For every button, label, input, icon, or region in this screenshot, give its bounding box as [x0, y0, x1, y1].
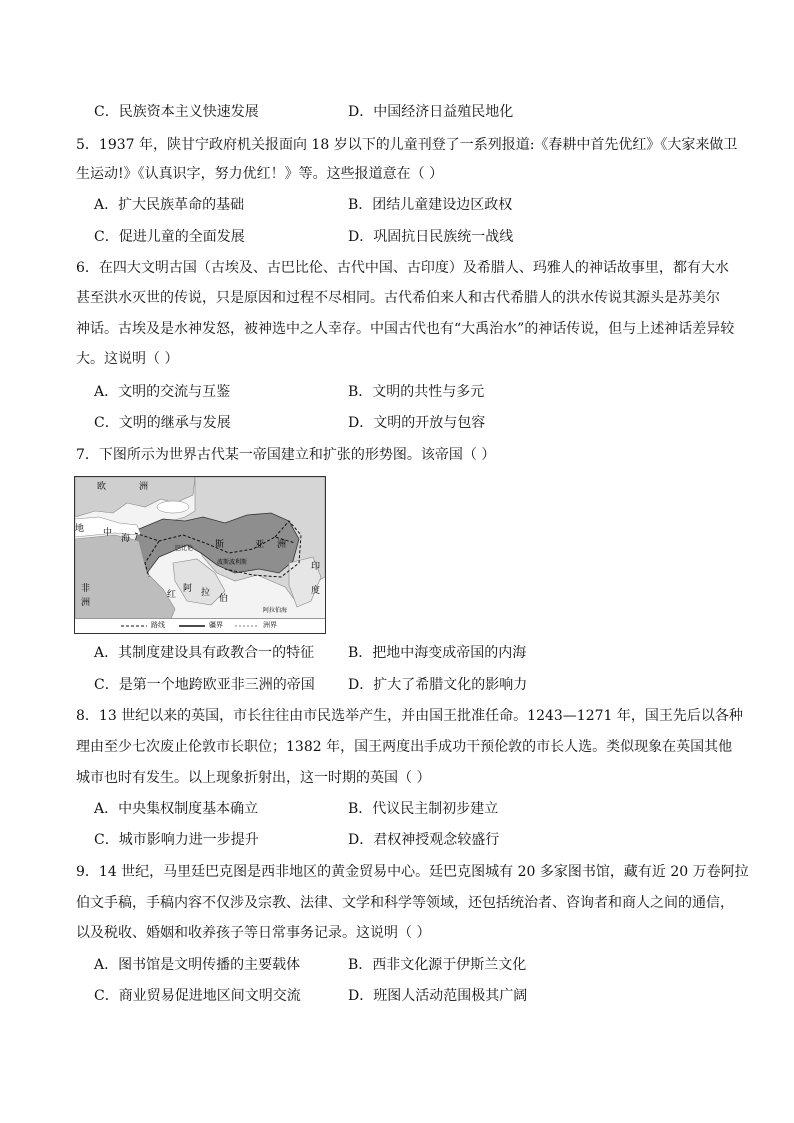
map-label-persepolis: 波斯波利斯: [217, 559, 248, 566]
map-label-arabia: 阿: [183, 584, 193, 594]
q7-option-c[interactable]: C．是第一个地跨欧亚非三洲的帝国: [94, 677, 315, 693]
legend-route: 路线: [151, 621, 165, 629]
map-drawing: [75, 477, 325, 633]
map-label-africa-2: 洲: [81, 598, 91, 608]
q9-stem-line-1: 9．14 世纪，马里廷巴克图是西非地区的黄金贸易中心。廷巴克图城有 20 多家图书馆，藏有近 20 万卷阿拉: [76, 864, 749, 880]
q5-stem-line-1: 5．1937 年，陕甘宁政府机关报面向 18 岁以下的儿童刊登了一系列报道:《春耕中首先优红》《大家来做卫: [76, 137, 738, 153]
q6-stem-line-3: 神话。古埃及是水神发怒，被神选中之人幸存。中国古代也有“大禹治水”的神话传说，但与上述神话差异较: [76, 321, 735, 337]
map-label-india-2: 度: [311, 586, 321, 596]
map-label-red: 红: [167, 590, 177, 600]
q8-option-d[interactable]: D．君权神授观念较盛行: [348, 832, 500, 848]
q7-stem-line-1: 7．下图所示为世界古代某一帝国建立和扩张的形势图。该帝国（ ）: [76, 447, 496, 463]
map-label-arabia-3: 伯: [219, 594, 229, 604]
q4-option-d[interactable]: D．中国经济日益殖民地化: [348, 104, 514, 120]
q5-option-a[interactable]: A．扩大民族革命的基础: [94, 197, 245, 213]
map-label-sea-1: 地: [75, 524, 85, 534]
map-label-arabian-sea: 阿拉伯海: [263, 607, 288, 614]
q8-option-b[interactable]: B．代议民主制初步建立: [348, 801, 499, 817]
q6-option-a[interactable]: A．文明的交流与互鉴: [94, 384, 231, 400]
map-label-sea-3: 海: [121, 534, 131, 544]
map-label-persia: 斯: [215, 540, 225, 550]
map-label-asia-2: 洲: [277, 540, 287, 550]
map-label-europe-2: 洲: [139, 482, 149, 492]
map-label-babylon: 巴比伦: [175, 545, 194, 552]
empire-map: [74, 476, 326, 634]
q9-stem-line-2: 伯文手稿，手稿内容不仅涉及宗教、法律、文学和科学等领域，还包括统治者、咨询者和商人之间的通信，: [76, 895, 734, 911]
map-label-asia: 亚: [255, 540, 265, 550]
map-legend: [75, 618, 325, 633]
q6-option-c[interactable]: C．文明的继承与发展: [94, 415, 231, 431]
map-label-africa: 非: [81, 584, 91, 594]
q5-option-b[interactable]: B．团结儿童建设边区政权: [348, 197, 513, 213]
q5-stem-line-2: 生运动!》《认真识字，努力优红！》等。这些报道意在（ ）: [76, 166, 444, 182]
q8-option-c[interactable]: C．城市影响力进一步提升: [94, 832, 259, 848]
map-label-india: 印: [311, 562, 321, 572]
q4-option-c[interactable]: C．民族资本主义快速发展: [94, 104, 259, 120]
q7-option-b[interactable]: B．把地中海变成帝国的内海: [348, 645, 527, 661]
q5-option-d[interactable]: D．巩固抗日民族统一战线: [348, 229, 514, 245]
q7-option-a[interactable]: A．其制度建设具有政教合一的特征: [94, 645, 315, 661]
q5-option-c[interactable]: C．促进儿童的全面发展: [94, 229, 245, 245]
q8-stem-line-2: 理由至少七次废止伦敦市长职位；1382 年，国王两度出手成功干预伦敦的市长人选。类似现象在英国其他: [76, 739, 733, 755]
map-label-europe: 欧: [97, 482, 107, 492]
q6-stem-line-1: 6．在四大文明古国（古埃及、古巴比伦、古代中国、古印度）及希腊人、玛雅人的神话故事里，都有大水: [76, 260, 729, 276]
q8-option-a[interactable]: A．中央集权制度基本确立: [94, 801, 259, 817]
q9-option-a[interactable]: A．图书馆是文明传播的主要载体: [94, 957, 301, 973]
legend-continent: 洲界: [263, 621, 277, 629]
q6-option-d[interactable]: D．文明的开放与包容: [348, 415, 486, 431]
q8-stem-line-3: 城市也时有发生。以上现象折射出，这一时期的英国（ ）: [76, 770, 431, 786]
q7-option-d[interactable]: D．扩大了希腊文化的影响力: [348, 677, 528, 693]
q9-option-b[interactable]: B．西非文化源于伊斯兰文化: [348, 957, 527, 973]
q6-stem-line-2: 甚至洪水灭世的传说，只是原因和过程不尽相同。古代希伯来人和古代希腊人的洪水传说其源头是苏美尔: [76, 290, 720, 306]
legend-swatches: [75, 619, 325, 633]
q9-stem-line-3: 以及税收、婚姻和收养孩子等日常事务记录。这说明（ ）: [76, 925, 431, 941]
legend-border: 疆界: [209, 621, 223, 629]
q9-option-d[interactable]: D．班图人活动范围极其广阔: [348, 988, 528, 1004]
q9-option-c[interactable]: C．商业贸易促进地区间文明交流: [94, 988, 301, 1004]
q6-stem-line-4: 大。这说明（ ）: [76, 351, 179, 367]
map-label-sea-2: 中: [103, 528, 113, 538]
map-label-arabia-2: 拉: [201, 588, 211, 598]
q6-option-b[interactable]: B．文明的共性与多元: [348, 384, 485, 400]
q8-stem-line-1: 8．13 世纪以来的英国，市长往往由市民选举产生，并由国王批准任命。1243—1271 年，国王先后以各种: [76, 708, 743, 724]
